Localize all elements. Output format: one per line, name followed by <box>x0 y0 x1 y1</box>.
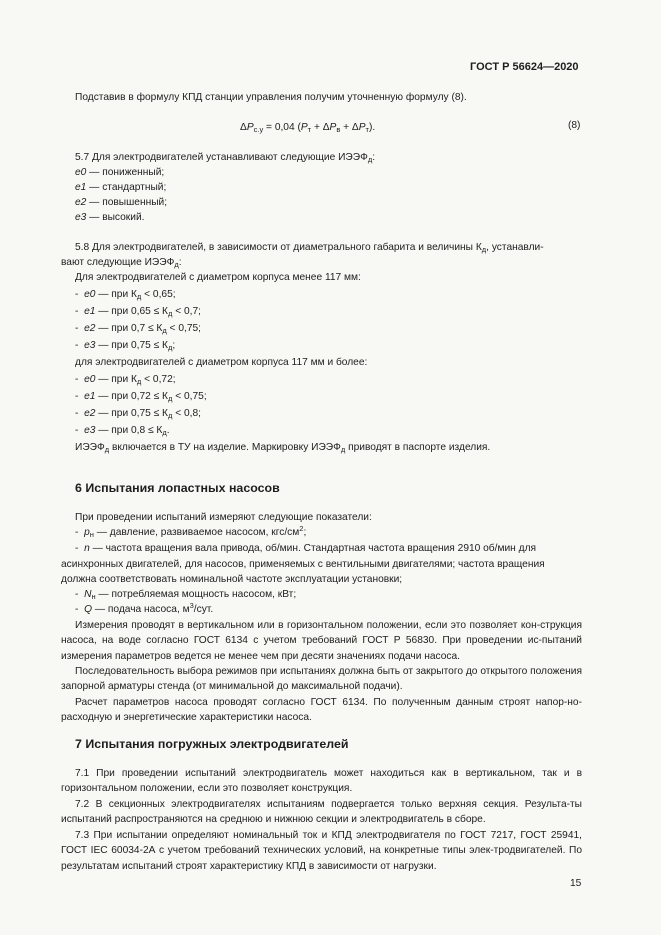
dash: - <box>75 391 79 402</box>
final-text: включается в ТУ на изделие. Маркировку ИЭЭФ <box>109 442 341 453</box>
dash: - <box>75 340 79 351</box>
s57-sub: д <box>367 155 373 164</box>
item-text: < 0,75; <box>172 391 207 402</box>
item-sub: д <box>168 309 173 318</box>
list-item-n-cont: асинхронных двигателей, для насосов, применяемых с вентильными двигателями; частота вращения <box>61 559 545 570</box>
item-text: — при 0,75 ≤ К <box>95 408 168 419</box>
item-text: < 0,72; <box>141 374 176 385</box>
item-code: e1 <box>84 391 96 402</box>
list-item-p <box>75 525 306 540</box>
item-text: — повышенный; <box>86 197 168 208</box>
item-code: e1 <box>84 306 96 317</box>
item-sub: д <box>162 326 167 335</box>
item-text: < 0,8; <box>172 408 201 419</box>
list-item-n-cont: должна соответствовать номинальной частоте эксплуатации установки; <box>61 574 403 585</box>
final-sub: д <box>104 445 110 454</box>
item-text: < 0,75; <box>166 323 201 334</box>
list-item <box>75 180 166 195</box>
list-item <box>75 165 164 180</box>
item-text: . <box>166 425 170 436</box>
dash: - <box>75 323 79 334</box>
item-text: — подача насоса, м <box>92 604 190 615</box>
item-code: e2 <box>84 323 96 334</box>
s7-paragraph-7-2: 7.2 В секционных электродвигателях испытаниям подвергается только верхняя секция. Результа-ты испытаний распространяются на среднюю и нижнюю секции и электродвигатель в сборе. <box>61 799 582 826</box>
item-sub: д <box>168 343 173 352</box>
s58-text: вают следующие ИЭЭФ <box>61 257 175 268</box>
item-code: e2 <box>84 408 96 419</box>
section-5-8-line1 <box>75 240 544 255</box>
dash: - <box>75 604 79 615</box>
s58-sub: д <box>174 260 179 269</box>
item-text: ; <box>172 340 176 351</box>
s57-colon: : <box>372 152 376 163</box>
formula-p: P <box>300 122 308 133</box>
list-item <box>75 287 176 302</box>
final-sub: д <box>340 445 346 454</box>
list-item <box>75 195 167 210</box>
intro-paragraph: Подставив в формулу КПД станции управления получим уточненную формулу (8). <box>75 92 467 103</box>
dash: - <box>75 589 79 600</box>
s6-paragraph-1: Измерения проводят в вертикальном или в горизонтальном положении, если это позволяет кон-струкция насоса, на воде согласно ГОСТ 6134 с учетом требований ГОСТ Р 56830. При проведении ис-пытаний измерения параметров ведется не менее чем при десяти значениях подачи насоса. <box>61 620 582 662</box>
list-item <box>75 406 201 421</box>
symbol: Q <box>84 604 93 615</box>
symbol: p <box>84 527 90 538</box>
list-item <box>75 210 144 225</box>
s7-paragraph-7-1: 7.1 При проведении испытаний электродвигатель может находиться как в вертикальном, так и в горизонтальном положении, если это позволяет конструкция. <box>61 768 582 795</box>
item-text: — при К <box>95 289 137 300</box>
s57-text: 5.7 Для электродвигателей устанавливают следующие ИЭЭФ <box>75 152 368 163</box>
list-item-N <box>75 587 296 602</box>
formula-sub: с.у <box>253 125 264 134</box>
item-text: ; <box>303 527 307 538</box>
item-text: /сут. <box>193 604 214 615</box>
symbol-sup: 2 <box>299 524 304 533</box>
list-item <box>75 389 207 404</box>
formula-8 <box>240 120 375 135</box>
s58-sub: д <box>481 245 487 254</box>
symbol: N <box>84 589 92 600</box>
s7-paragraph-7-3: 7.3 При испытании определяют номинальный ток и КПД электродвигателя по ГОСТ 7217, ГОСТ 25941, ГОСТ IEC 60034-2А с учетом требований технических условий, на конкретные типы элек-тродвигателей. По результатам испытаний строят характеристику КПД в зависимости от нагрузки. <box>61 830 582 872</box>
page-number: 15 <box>570 878 582 889</box>
symbol-sub: н <box>89 530 94 539</box>
list-item-Q <box>75 602 213 617</box>
formula-sub: в <box>336 125 341 134</box>
list-item <box>75 321 201 336</box>
section-5-7 <box>75 150 375 165</box>
item-text: — потребляемая мощность насосом, кВт; <box>95 589 297 600</box>
s58-text: 5.8 Для электродвигателей, в зависимости от диаметрального габарита и величины К <box>75 242 482 253</box>
formula-text: = 0,04 ( <box>263 122 301 133</box>
item-code: e0 <box>84 374 96 385</box>
s6-paragraph-2: Последовательность выбора режимов при испытаниях должна быть от закрытого до открытого положения запорной арматуры стенда (от минимальной до максимальной подачи). <box>61 666 582 693</box>
dash: - <box>75 425 79 436</box>
item-text: — при 0,7 ≤ К <box>95 323 163 334</box>
item-text: — пониженный; <box>86 167 165 178</box>
final-text: приводят в паспорте изделия. <box>345 442 491 453</box>
list-item <box>75 338 175 353</box>
item-text: < 0,65; <box>141 289 176 300</box>
item-sub: д <box>168 394 173 403</box>
formula-p: P <box>329 122 337 133</box>
formula-number: (8) <box>568 120 581 131</box>
item-text: — при К <box>95 374 137 385</box>
item-text: — при 0,65 ≤ К <box>95 306 168 317</box>
item-text: — давление, развиваемое насосом, кгс/см <box>93 527 300 538</box>
list-item <box>75 423 170 438</box>
item-code: e2 <box>75 197 87 208</box>
symbol-sub: н <box>91 592 96 601</box>
item-sub: д <box>168 411 173 420</box>
item-code: e3 <box>75 212 87 223</box>
item-sub: д <box>162 428 167 437</box>
formula-p: P <box>358 122 366 133</box>
section-5-8-line2 <box>61 255 182 270</box>
item-text: — при 0,72 ≤ К <box>95 391 168 402</box>
list-item-n <box>75 541 536 556</box>
document-id: ГОСТ Р 56624—2020 <box>470 61 579 73</box>
s6-paragraph-3: Расчет параметров насоса проводят согласно ГОСТ 6134. По полученным данным строят напор-но-расходную и энергетические характеристики насоса. <box>61 697 582 724</box>
section-7-title: 7 Испытания погружных электродвигателей <box>75 737 349 751</box>
s58-text: , устанавли- <box>486 242 544 253</box>
dash: - <box>75 289 79 300</box>
item-text: — высокий. <box>86 212 145 223</box>
list-item <box>75 372 176 387</box>
formula-delta: Δ <box>240 122 247 133</box>
dash: - <box>75 374 79 385</box>
s6-lead: При проведении испытаний измеряют следующие показатели: <box>75 512 372 523</box>
item-sub: д <box>136 292 142 301</box>
item-code: e3 <box>84 340 96 351</box>
item-sub: д <box>136 377 142 386</box>
item-text: < 0,7; <box>172 306 201 317</box>
list-item <box>75 304 201 319</box>
item-text: — стандартный; <box>86 182 167 193</box>
item-code: e0 <box>84 289 96 300</box>
item-code: e3 <box>84 425 96 436</box>
formula-p: P <box>246 122 254 133</box>
symbol: n <box>84 543 90 554</box>
dash: - <box>75 527 79 538</box>
large-motors-header: для электродвигателей с диаметром корпуса 117 мм и более: <box>75 357 368 368</box>
item-text: — при 0,75 ≤ К <box>95 340 168 351</box>
s58-text: : <box>178 257 182 268</box>
symbol-sup: 3 <box>189 601 194 610</box>
section-6-title: 6 Испытания лопастных насосов <box>75 481 280 495</box>
s58-final-line <box>75 440 490 455</box>
formula-text: ). <box>368 122 376 133</box>
formula-text: + Δ <box>340 122 359 133</box>
item-code: e0 <box>75 167 87 178</box>
small-motors-header: Для электродвигателей с диаметром корпуса менее 117 мм: <box>75 272 361 283</box>
item-text: — частота вращения вала привода, об/мин. Стандартная частота вращения 2910 об/мин для <box>89 543 537 554</box>
final-text: ИЭЭФ <box>75 442 105 453</box>
item-code: e1 <box>75 182 87 193</box>
dash: - <box>75 306 79 317</box>
dash: - <box>75 408 79 419</box>
dash: - <box>75 543 79 554</box>
formula-text: + Δ <box>311 122 330 133</box>
item-text: — при 0,8 ≤ К <box>95 425 163 436</box>
formula-sub: т <box>365 125 369 134</box>
formula-sub: т <box>307 125 312 134</box>
